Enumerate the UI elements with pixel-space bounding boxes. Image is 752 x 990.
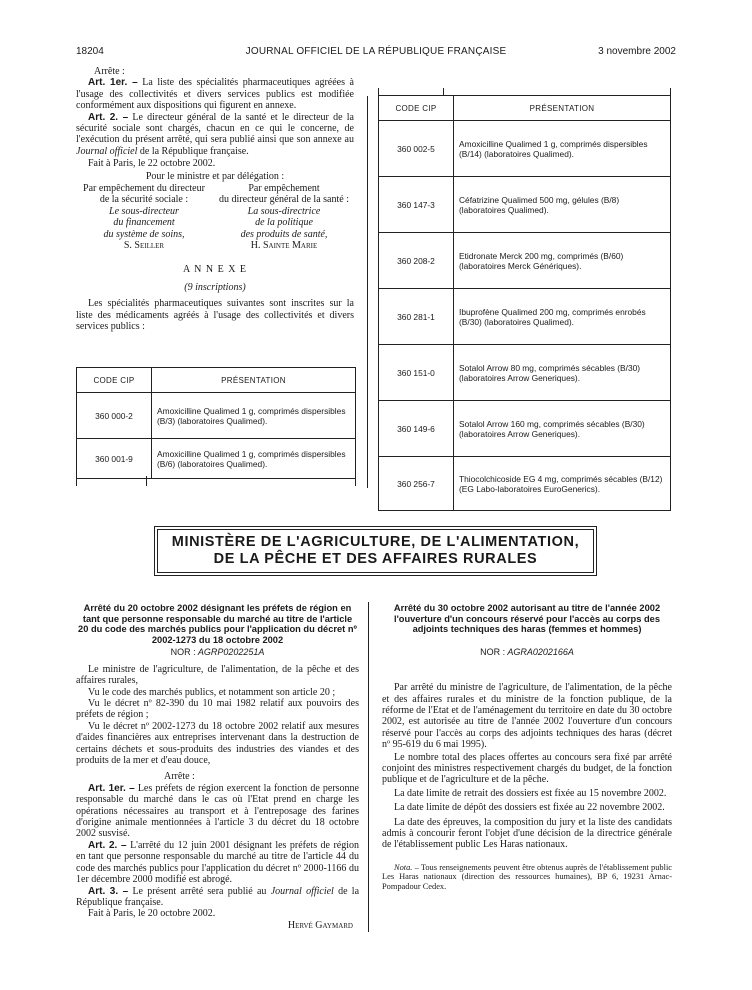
paragraph: Le nombre total des places offertes au concours sera fixé par arrêté conjoint des ministres respectivement chargés du budget, de la fonction publique et de l'agriculture et de la pêche. — [382, 751, 672, 786]
paragraph: La date des épreuves, la composition du jury et la liste des candidats admis à concourir feront l'objet d'une décision de la directrice générale de l'établissement public Les Haras nationaux. — [382, 816, 672, 851]
table-row — [379, 401, 671, 457]
decree-1 — [76, 66, 354, 333]
presentation: Ibuprofène Qualimed 200 mg, comprimés enrobés (B/30) (laboratoires Qualimed). — [454, 289, 671, 345]
left-signature: Par empêchement du directeur de la sécurité sociale : Le sous-directeur du financement du système de soins, S. Seiller — [83, 183, 205, 252]
paragraph: Par arrêté du ministre de l'agriculture, de l'alimentation, de la pêche et des affaires rurales et du ministre de la fonction publique, de la réforme de l'Etat et de l'aménagement du territoire en date du 30 octobre 2002, est autorisée au titre de l'année 2002 l'ouverture d'un concours réservé pour l'accès au corps des adjoints techniques des haras (décret nº 95-619 du 6 mai 1995). — [382, 682, 672, 751]
note: Nota. – Tous renseignements peuvent être obtenus auprès de l'établissement public Les Haras nationaux (direction des ressources humaines), BP 6, 19231 Arnac-Pompadour Cedex. — [382, 862, 672, 892]
presentation: Etidronate Merck 200 mg, comprimés (B/60) (laboratoires Merck Génériques). — [454, 233, 671, 289]
journal-title: JOURNAL OFFICIEL DE LA RÉPUBLIQUE FRANÇAISE — [245, 46, 507, 57]
table-header — [77, 368, 356, 393]
presentation: Amoxicilline Qualimed 1 g, comprimés dispersibles (B/14) (laboratoires Qualimed). — [454, 121, 671, 177]
cip-code: 360 147-3 — [379, 177, 454, 233]
cip-code: 360 149-6 — [379, 401, 454, 457]
ministry-line-1: MINISTÈRE DE L'AGRICULTURE, DE L'ALIMENTATION, — [171, 534, 580, 550]
ministry-line-2: DE LA PÊCHE ET DES AFFAIRES RURALES — [213, 551, 538, 567]
table-row — [379, 457, 671, 511]
article-2: Art. 2. – Le directeur général de la santé et le directeur de la sécurité sociale sont chargés, chacun en ce qui le concerne, de l'exécution du présent arrêté, qui sera publié ainsi que son annexe au Journal officiel de la République française. — [76, 111, 354, 157]
decree-3 — [382, 603, 672, 892]
table-row — [379, 233, 671, 289]
presentation: Sotalol Arrow 80 mg, comprimés sécables (B/30) (laboratoires Arrow Generiques). — [454, 345, 671, 401]
table-row — [379, 177, 671, 233]
table-continuation-line — [146, 476, 147, 486]
presentation: Thiocolchicoside EG 4 mg, comprimés sécables (B/12) (EG Labo-laboratoires EuroGenerics). — [454, 457, 671, 511]
column-divider — [367, 96, 368, 488]
cip-code: 360 151-0 — [379, 345, 454, 401]
right-signature: Par empêchement du directeur général de la santé : La sous-directrice de la politique des produits de santé, H. Sainte Marie — [219, 183, 349, 252]
nor-reference: NOR : AGRA0202166A — [480, 646, 574, 657]
table-row — [379, 345, 671, 401]
annexe-title: A N N E X E — [182, 263, 248, 275]
article-2: Art. 2. – L'arrêté du 12 juin 2001 désignant les préfets de région en tant que personne responsable du marché au titre de l'article 44 du code des marchés publics pour l'application du décret nº 2000-1166 du 1er décembre 2000 modifié est abrogé. — [76, 839, 359, 886]
cip-code: 360 002-5 — [379, 121, 454, 177]
article-1: Art. 1er. – La liste des spécialités pharmaceutiques agréées à l'usage des collectivités et divers services publics est modifiée conformément aux dispositions qui figurent en annexe. — [76, 77, 354, 112]
inscriptions-count: (9 inscriptions) — [184, 281, 246, 293]
table-row — [379, 121, 671, 177]
presentation: Amoxicilline Qualimed 1 g, comprimés dispersibles (B/3) (laboratoires Qualimed). — [152, 393, 356, 439]
cip-code: 360 281-1 — [379, 289, 454, 345]
col-presentation: PRÉSENTATION — [152, 368, 356, 393]
presentation: Sotalol Arrow 160 mg, comprimés sécables (B/30) (laboratoires Arrow Generiques). — [454, 401, 671, 457]
arrete-heading: Arrête : — [94, 66, 125, 77]
done-at: Fait à Paris, le 22 octobre 2002. — [88, 158, 216, 170]
visa: Vu le décret nº 82-390 du 10 mai 1982 relatif aux pouvoirs des préfets de région ; — [76, 698, 359, 721]
cip-code: 360 256-7 — [379, 457, 454, 511]
signature: Hervé Gaymard — [287, 919, 353, 931]
col-code-cip: CODE CIP — [379, 96, 454, 121]
issue-date: 3 novembre 2002 — [598, 46, 676, 57]
column-divider — [368, 602, 369, 932]
nor-reference: NOR : AGRP0202251A — [170, 647, 265, 658]
presentation: Céfatrizine Qualimed 500 mg, gélules (B/8) (laboratoires Qualimed). — [454, 177, 671, 233]
presentation: Amoxicilline Qualimed 1 g, comprimés dispersibles (B/6) (laboratoires Qualimed). — [152, 439, 356, 479]
table-row — [379, 289, 671, 345]
page-number: 18204 — [76, 46, 104, 57]
cip-code: 360 001-9 — [77, 439, 152, 479]
ministry-banner — [154, 526, 597, 576]
preamble: Le ministre de l'agriculture, de l'alimentation, de la pêche et des affaires rurales, — [76, 663, 359, 687]
annexe-intro: Les spécialités pharmaceutiques suivantes sont inscrites sur la liste des médicaments agréés à l'usage des collectivités et divers services publics : — [76, 298, 354, 333]
cip-code: 360 000-2 — [77, 393, 152, 439]
visa: Vu le code des marchés publics, et notamment son article 20 ; — [88, 686, 336, 698]
table-header — [379, 96, 671, 121]
article-1: Art. 1er. – Les préfets de région exercent la fonction de personne responsable du marché dans le cas où l'Etat prend en charge les opérations nécessaires au transport et à l'entreposage des farines d'origine animale mentionnées à l'article 3 du décret du 18 octobre 2002 susvisé. — [76, 782, 359, 840]
decree-2 — [76, 603, 359, 931]
table-continuation-line — [76, 476, 77, 486]
col-presentation: PRÉSENTATION — [454, 96, 671, 121]
table-continuation-line — [355, 476, 356, 486]
signatures — [76, 183, 354, 251]
decree-2-title: Arrêté du 20 octobre 2002 désignant les préfets de région en tant que personne responsable du marché au titre de l'article 20 du code des marchés publics pour l'application du décret nº 2002-1273 du 18 octobre 2002 — [78, 603, 357, 645]
annexe-table-right — [378, 95, 671, 511]
visa: Vu le décret nº 2002-1273 du 18 octobre 2002 relatif aux mesures d'aides financières aux entreprises intervenant dans la destruction de certains déchets et sous-produits des industries des viandes et des produits de la mer et d'eau douce, — [76, 720, 359, 767]
paragraph: La date limite de retrait des dossiers est fixée au 15 novembre 2002. — [394, 787, 667, 799]
col-code-cip: CODE CIP — [77, 368, 152, 393]
done-at: Fait à Paris, le 20 octobre 2002. — [88, 908, 216, 920]
delegation: Pour le ministre et par délégation : — [145, 170, 285, 182]
paragraph: La date limite de dépôt des dossiers est fixée au 22 novembre 2002. — [394, 802, 665, 814]
article-3: Art. 3. – Le présent arrêté sera publié au Journal officiel de la République française. — [76, 885, 360, 908]
table-row — [77, 393, 356, 439]
arrete-heading: Arrête : — [164, 771, 195, 783]
annexe-table-left — [76, 367, 356, 479]
cip-code: 360 208-2 — [379, 233, 454, 289]
decree-3-title: Arrêté du 30 octobre 2002 autorisant au titre de l'année 2002 l'ouverture d'un concours réservé pour l'accès au corps des adjoints techniques des haras (femmes et hommes) — [393, 603, 661, 635]
table-row — [77, 439, 356, 479]
